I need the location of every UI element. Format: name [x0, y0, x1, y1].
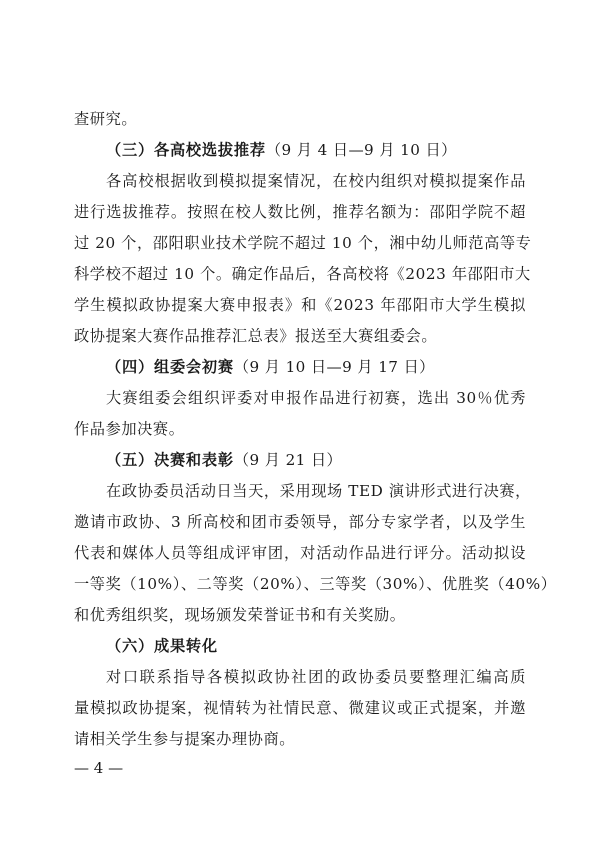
paragraph-line: 科学校不超过 10 个。确定作品后，各高校将《2023 年邵阳市大 — [74, 265, 531, 283]
section-heading-4 — [106, 356, 435, 378]
section-heading-3 — [106, 139, 457, 161]
paragraph-line: 对口联系指导各模拟政协社团的政协委员要整理汇编高质 — [106, 668, 526, 686]
paragraph-line: 一等奖（10%）、二等奖（20%）、三等奖（30%）、优胜奖（40%） — [74, 575, 557, 593]
paragraph-line: 作品参加决赛。 — [74, 420, 185, 438]
section-heading-date: （9 月 21 日） — [233, 451, 343, 469]
paragraph-line: 量模拟政协提案，视情转为社情民意、微建议或正式提案，并邀 — [74, 699, 526, 717]
section-heading-title: （四）组委会初赛 — [106, 358, 234, 376]
section-heading-date: （9 月 10 日—9 月 17 日） — [233, 358, 435, 376]
section-heading-5 — [106, 449, 342, 471]
section-heading-title: （三）各高校选拔推荐 — [106, 141, 266, 159]
paragraph-line: 查研究。 — [74, 110, 138, 128]
paragraph-line: 代表和媒体人员等组成评审团，对活动作品进行评分。活动拟设 — [74, 544, 526, 562]
paragraph-line: 学生模拟政协提案大赛申报表》和《2023 年邵阳市大学生模拟 — [74, 296, 526, 314]
page-number: — 4 — — [74, 759, 124, 777]
paragraph-line: 大赛组委会组织评委对申报作品进行初赛，选出 30％优秀 — [106, 389, 526, 407]
paragraph-line: 和优秀组织奖，现场颁发荣誉证书和有关奖励。 — [74, 606, 406, 624]
paragraph-line: 进行选拔推荐。按照在校人数比例，推荐名额为：邵阳学院不超 — [74, 203, 526, 221]
paragraph-line: 请相关学生参与提案办理协商。 — [74, 730, 296, 748]
section-heading-6 — [106, 635, 218, 657]
section-heading-date: （9 月 4 日—9 月 10 日） — [265, 141, 457, 159]
paragraph-line: 政协提案大赛作品推荐汇总表》报送至大赛组委会。 — [74, 327, 438, 345]
paragraph-line: 邀请市政协、3 所高校和团市委领导，部分专家学者，以及学生 — [74, 513, 526, 531]
section-heading-title: （六）成果转化 — [106, 637, 218, 655]
paragraph-line: 过 20 个，邵阳职业技术学院不超过 10 个，湘中幼儿师范高等专 — [74, 234, 532, 252]
paragraph-line: 在政协委员活动日当天，采用现场 TED 演讲形式进行决赛， — [106, 482, 531, 500]
paragraph-line: 各高校根据收到模拟提案情况，在校内组织对模拟提案作品 — [106, 172, 526, 190]
section-heading-title: （五）决赛和表彰 — [106, 451, 234, 469]
